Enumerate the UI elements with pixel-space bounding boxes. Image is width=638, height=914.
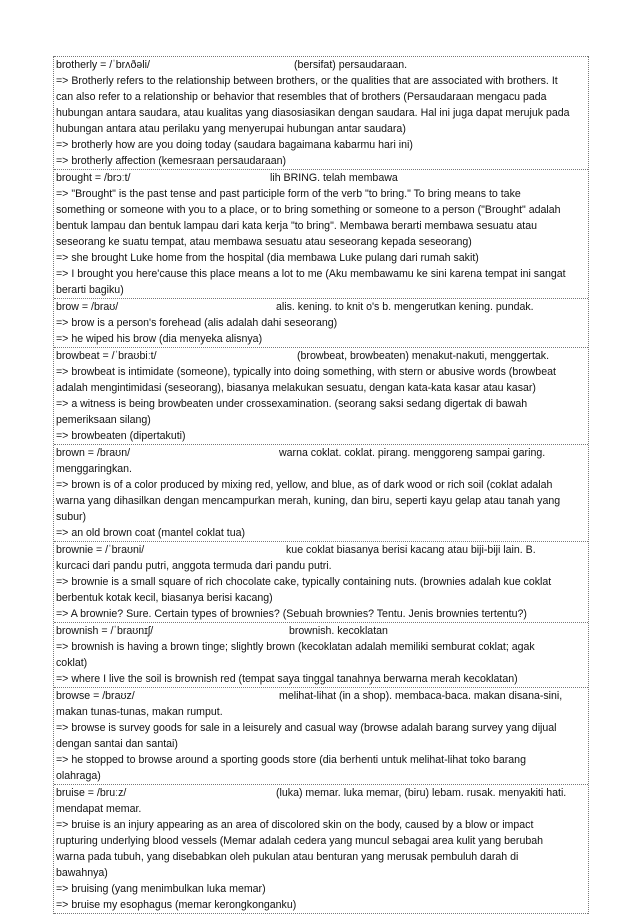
entry-term: browbeat = /ˈbraʊbiːt/: [56, 350, 157, 362]
entry-text-line: warna pada tubuh, yang disebabkan oleh pukulan atau benturan yang merusak pembuluh darah di: [56, 851, 519, 863]
entry-text-line: warna yang dihasilkan dengan mencampurkan merah, kuning, dan biru, seperti kayu gelap atau tanah yang: [56, 495, 561, 507]
entry-text-line: => brownie is a small square of rich chocolate cake, typically containing nuts. (brownies adalah kue coklat: [56, 576, 552, 588]
entry-text-line: pemeriksaan silang): [56, 414, 151, 426]
entry-heading: [56, 785, 586, 801]
entry-text-line: berarti bagiku): [56, 284, 124, 296]
entry-heading: [56, 348, 586, 364]
entry-text-line: dengan santai dan santai): [56, 738, 178, 750]
entry-text-line: menggaringkan.: [56, 463, 132, 475]
entry-text-line: seseorang ke suatu tempat, atau membawa sesuatu atau seseorang kepada seseorang): [56, 236, 472, 248]
entry-heading: [56, 688, 586, 704]
entry-text-line: => brow is a person's forehead (alis adalah dahi seseorang): [56, 317, 338, 329]
entry-text-line: => bruising (yang menimbulkan luka memar): [56, 883, 266, 895]
entry-meaning: kue coklat biasanya berisi kacang atau biji-biji lain. B.: [286, 544, 536, 556]
entry-term: brownie = /ˈbraʊni/: [56, 544, 145, 556]
entry-heading: [56, 57, 586, 73]
entry-text-line: bawahnya): [56, 867, 108, 879]
entry-text-line: => I brought you here'cause this place means a lot to me (Aku membawamu ke sini karena tempat ini sangat: [56, 268, 566, 280]
entry-text-line: => "Brought" is the past tense and past participle form of the verb "to bring." To bring means to take: [56, 188, 521, 200]
entry-text-line: adalah mengintimidasi (seseorang), biasanya melakukan sesuatu, dengan kata-kata kasar atau kasar): [56, 382, 536, 394]
entry-text-line: hubungan antara saudara, atau kualitas yang diasosiasikan dengan saudara. Hal ini juga dapat merujuk pada: [56, 107, 570, 119]
entry-term: brow = /braʊ/: [56, 301, 119, 313]
entry-term: brought = /brɔːt/: [56, 172, 131, 184]
entry-heading: [56, 299, 586, 315]
dictionary-entry: [54, 169, 588, 298]
entry-text-line: => where I live the soil is brownish red (tempat saya tinggal tanahnya berwarna merah kecoklatan): [56, 673, 518, 685]
glossary-sheet: [53, 56, 589, 914]
entry-meaning: lih BRING. telah membawa: [270, 172, 398, 184]
dictionary-entry: [54, 622, 588, 687]
entry-text-line: => she brought Luke home from the hospital (dia membawa Luke pulang dari rumah sakit): [56, 252, 479, 264]
entry-text-line: => brotherly how are you doing today (saudara bagaimana kabarmu hari ini): [56, 139, 413, 151]
entry-text-line: => A brownie? Sure. Certain types of brownies? (Sebuah brownies? Tentu. Jenis brownies tertentu?): [56, 608, 527, 620]
entry-term: brotherly = /ˈbrʌðəli/: [56, 59, 150, 71]
entry-text-line: => browse is survey goods for sale in a leisurely and casual way (browse adalah barang survey yang dijual: [56, 722, 557, 734]
entry-meaning: (luka) memar. luka memar, (biru) lebam. rusak. menyakiti hati.: [276, 787, 567, 799]
dictionary-entry: [54, 347, 588, 444]
entry-term: bruise = /bruːz/: [56, 787, 127, 799]
entry-heading: [56, 542, 586, 558]
entry-text-line: subur): [56, 511, 87, 523]
entry-text-line: => brotherly affection (kemesraan persaudaraan): [56, 155, 287, 167]
entry-text-line: => browbeat is intimidate (someone), typically into doing something, with stern or abusive words (browbeat: [56, 366, 556, 378]
entry-text-line: can also refer to a relationship or behavior that resembles that of brothers (Persaudaraan mengacu pada: [56, 91, 547, 103]
entry-term: brownish = /ˈbraʊnɪʃ/: [56, 625, 154, 637]
entry-text-line: => brownish is having a brown tinge; slightly brown (kecoklatan adalah memiliki semburat coklat; agak: [56, 641, 535, 653]
entry-meaning: warna coklat. coklat. pirang. menggoreng sampai garing.: [279, 447, 546, 459]
entry-heading: [56, 170, 586, 186]
entry-meaning: brownish. kecoklatan: [289, 625, 388, 637]
entry-meaning: (bersifat) persaudaraan.: [294, 59, 408, 71]
entry-text-line: hubungan antara atau perilaku yang menyerupai hubungan antar saudara): [56, 123, 406, 135]
entry-text-line: => an old brown coat (mantel coklat tua): [56, 527, 246, 539]
entry-text-line: => browbeaten (dipertakuti): [56, 430, 186, 442]
dictionary-entry: [54, 541, 588, 622]
entry-text-line: => he wiped his brow (dia menyeka alisnya): [56, 333, 263, 345]
entry-meaning: melihat-lihat (in a shop). membaca-baca. makan disana-sini,: [279, 690, 563, 702]
entry-heading: [56, 623, 586, 639]
dictionary-entry: [54, 444, 588, 541]
entry-text-line: mendapat memar.: [56, 803, 142, 815]
entry-text-line: kurcaci dari pandu putri, anggota termuda dari pandu putri.: [56, 560, 332, 572]
entry-text-line: olahraga): [56, 770, 101, 782]
entry-text-line: makan tunas-tunas, makan rumput.: [56, 706, 223, 718]
dictionary-entry: [54, 298, 588, 347]
dictionary-entry: [54, 687, 588, 784]
entry-text-line: => bruise my esophagus (memar kerongkonganku): [56, 899, 297, 911]
entry-text-line: something or someone with you to a place, or to bring something or someone to a person ("Brought" adalah: [56, 204, 561, 216]
dictionary-entry: [54, 784, 588, 914]
entry-text-line: => a witness is being browbeaten under crossexamination. (seorang saksi sedang digertak di bawah: [56, 398, 528, 410]
entry-text-line: => bruise is an injury appearing as an area of discolored skin on the body, caused by a blow or impact: [56, 819, 534, 831]
entry-heading: [56, 445, 586, 461]
entry-text-line: rupturing underlying blood vessels (Memar adalah cedera yang muncul sebagai area kulit yang berubah: [56, 835, 544, 847]
entry-term: browse = /braʊz/: [56, 690, 135, 702]
dictionary-entry: [54, 56, 588, 169]
entry-text-line: => he stopped to browse around a sporting goods store (dia berhenti untuk melihat-lihat toko barang: [56, 754, 526, 766]
entry-meaning: alis. kening. to knit o's b. mengerutkan kening. pundak.: [276, 301, 534, 313]
entry-meaning: (browbeat, browbeaten) menakut-nakuti, menggertak.: [297, 350, 550, 362]
entry-term: brown = /braʊn/: [56, 447, 131, 459]
entry-text-line: => Brotherly refers to the relationship between brothers, or the qualities that are associated with brothers. It: [56, 75, 558, 87]
entry-text-line: => brown is of a color produced by mixing red, yellow, and blue, as of dark wood or rich soil (coklat adalah: [56, 479, 553, 491]
entry-text-line: berbentuk kotak kecil, biasanya berisi kacang): [56, 592, 273, 604]
entry-text-line: coklat): [56, 657, 88, 669]
entry-text-line: bentuk lampau dan bentuk lampau dari kata kerja "to bring". Membawa berarti membawa sesuatu atau: [56, 220, 537, 232]
